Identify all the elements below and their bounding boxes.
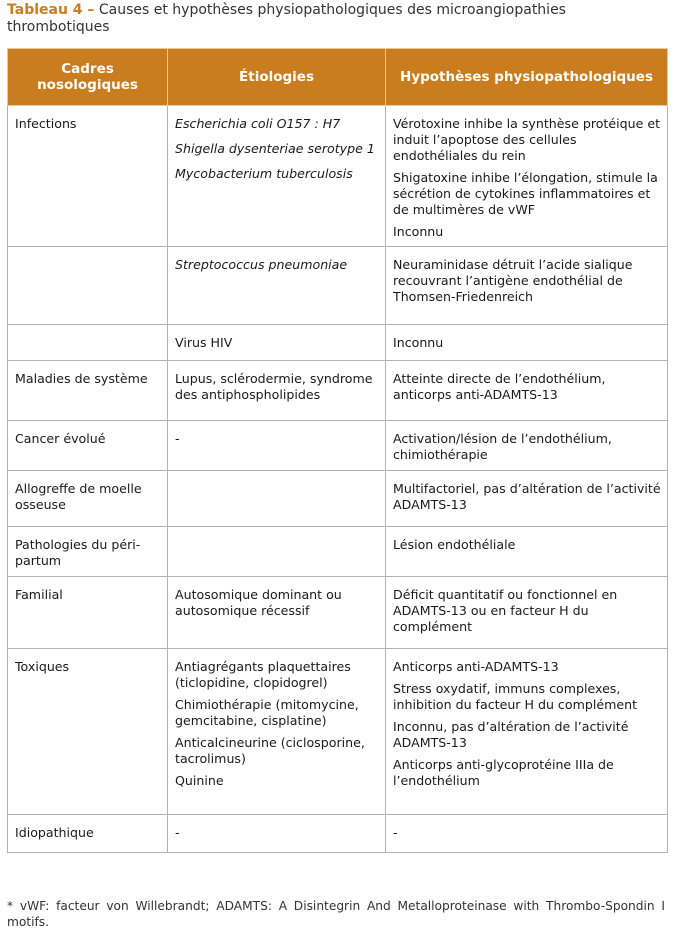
cadre-text: Cancer évolué [15, 431, 106, 446]
footnote: * vWF: facteur von Willebrandt; ADAMTS: A Disintegrin And Metalloproteinase with Thrombo-Spondin I motifs. [7, 899, 665, 929]
etiology-text: Streptococcus pneumoniae [175, 257, 348, 272]
table-row [8, 527, 668, 577]
table-row [8, 577, 668, 649]
hypothesis-cell [386, 815, 668, 853]
hypothesis-text: Neuraminidase détruit l’acide sialique recouvrant l’antigène endothélial de Thomsen-Friedenreich [393, 257, 633, 304]
table-row [8, 471, 668, 527]
cadre-cell [8, 106, 168, 247]
etiology-cell [168, 106, 386, 247]
hypothesis-text: Lésion endothéliale [393, 537, 516, 552]
header-hypotheses: Hypothèses physiopathologiques [386, 49, 668, 106]
header-etiologies: Étiologies [168, 49, 386, 106]
cadre-text: Maladies de système [15, 371, 148, 386]
etiology-text: - [175, 431, 180, 446]
cadre-cell [8, 361, 168, 421]
etiology-cell [168, 527, 386, 577]
hypothesis-text: Multifactoriel, pas d’altération de l’activité ADAMTS-13 [393, 481, 661, 512]
etiology-cell [168, 471, 386, 527]
etiology-text: Lupus, sclérodermie, syndrome des antiphospholipides [175, 371, 373, 402]
hypothesis-cell [386, 527, 668, 577]
header-cadres-text: Cadres nosologiques [37, 61, 138, 93]
hypothesis-text: Anticorps anti-glycoprotéine IIIa de l’endothélium [393, 757, 614, 788]
hypothesis-text: Inconnu [393, 224, 444, 239]
table-row [8, 361, 668, 421]
etiology-text: Anticalcineurine (ciclosporine, tacrolimus) [175, 735, 365, 766]
cadre-cell [8, 325, 168, 361]
cadre-cell [8, 649, 168, 815]
cadre-text: Idiopathique [15, 825, 94, 840]
etiology-text: Shigella dysenteriae serotype 1 [175, 141, 375, 156]
cadre-text: Allogreffe de moelle osseuse [15, 481, 142, 512]
etiology-cell [168, 421, 386, 471]
cadre-cell [8, 471, 168, 527]
etiology-text: Chimiothérapie (mitomycine, gemcitabine, cisplatine) [175, 697, 359, 728]
etiology-table [7, 48, 668, 853]
hypothesis-cell [386, 577, 668, 649]
etiology-text: Virus HIV [175, 335, 233, 350]
hypothesis-text: Atteinte directe de l’endothélium, anticorps anti-ADAMTS-13 [393, 371, 606, 402]
cadre-cell [8, 577, 168, 649]
etiology-cell [168, 325, 386, 361]
cadre-text: Pathologies du péri-partum [15, 537, 141, 568]
hypothesis-text: Activation/lésion de l’endothélium, chimiothérapie [393, 431, 612, 462]
etiology-cell [168, 815, 386, 853]
cadre-text: Infections [15, 116, 77, 131]
hypothesis-text: Déficit quantitatif ou fonctionnel en ADAMTS-13 ou en facteur H du complément [393, 587, 618, 634]
etiology-text: - [175, 825, 180, 840]
table-row [8, 247, 668, 325]
hypothesis-text: Shigatoxine inhibe l’élongation, stimule la sécrétion de cytokines inflammatoires et de multimères de vWF [393, 170, 658, 217]
table-row [8, 649, 668, 815]
hypothesis-text: Inconnu [393, 335, 444, 350]
cadre-cell [8, 421, 168, 471]
hypothesis-cell [386, 649, 668, 815]
caption-label: Tableau 4 – [7, 2, 95, 18]
header-cadres [8, 49, 168, 106]
caption-text: Causes et hypothèses physiopathologiques des microangiopathies thrombotiques [7, 2, 566, 35]
hypothesis-cell [386, 106, 668, 247]
hypothesis-text: Stress oxydatif, immuns complexes, inhibition du facteur H du complément [393, 681, 638, 712]
etiology-cell [168, 577, 386, 649]
hypothesis-text: Inconnu, pas d’altération de l’activité ADAMTS-13 [393, 719, 629, 750]
etiology-text: Mycobacterium tuberculosis [175, 166, 353, 181]
hypothesis-cell [386, 471, 668, 527]
hypothesis-cell [386, 247, 668, 325]
header-row [8, 49, 668, 106]
etiology-text: Antiagrégants plaquettaires (ticlopidine, clopidogrel) [175, 659, 351, 690]
hypothesis-text: - [393, 825, 398, 840]
cadre-cell [8, 527, 168, 577]
cadre-cell [8, 815, 168, 853]
etiology-cell [168, 361, 386, 421]
table-row [8, 815, 668, 853]
cadre-text: Toxiques [15, 659, 70, 674]
table-row [8, 421, 668, 471]
cadre-cell [8, 247, 168, 325]
table-caption [7, 2, 662, 36]
table-body [8, 106, 668, 853]
etiology-text: Escherichia coli O157 : H7 [175, 116, 341, 131]
etiology-text: Autosomique dominant ou autosomique récessif [175, 587, 342, 618]
hypothesis-cell [386, 361, 668, 421]
hypothesis-cell [386, 421, 668, 471]
etiology-text: Quinine [175, 773, 224, 788]
hypothesis-text: Vérotoxine inhibe la synthèse protéique et induit l’apoptose des cellules endothéliales du rein [393, 116, 661, 163]
hypothesis-cell [386, 325, 668, 361]
table-row [8, 325, 668, 361]
etiology-cell [168, 649, 386, 815]
hypothesis-text: Anticorps anti-ADAMTS-13 [393, 659, 559, 674]
etiology-cell [168, 247, 386, 325]
cadre-text: Familial [15, 587, 63, 602]
table-row [8, 106, 668, 247]
